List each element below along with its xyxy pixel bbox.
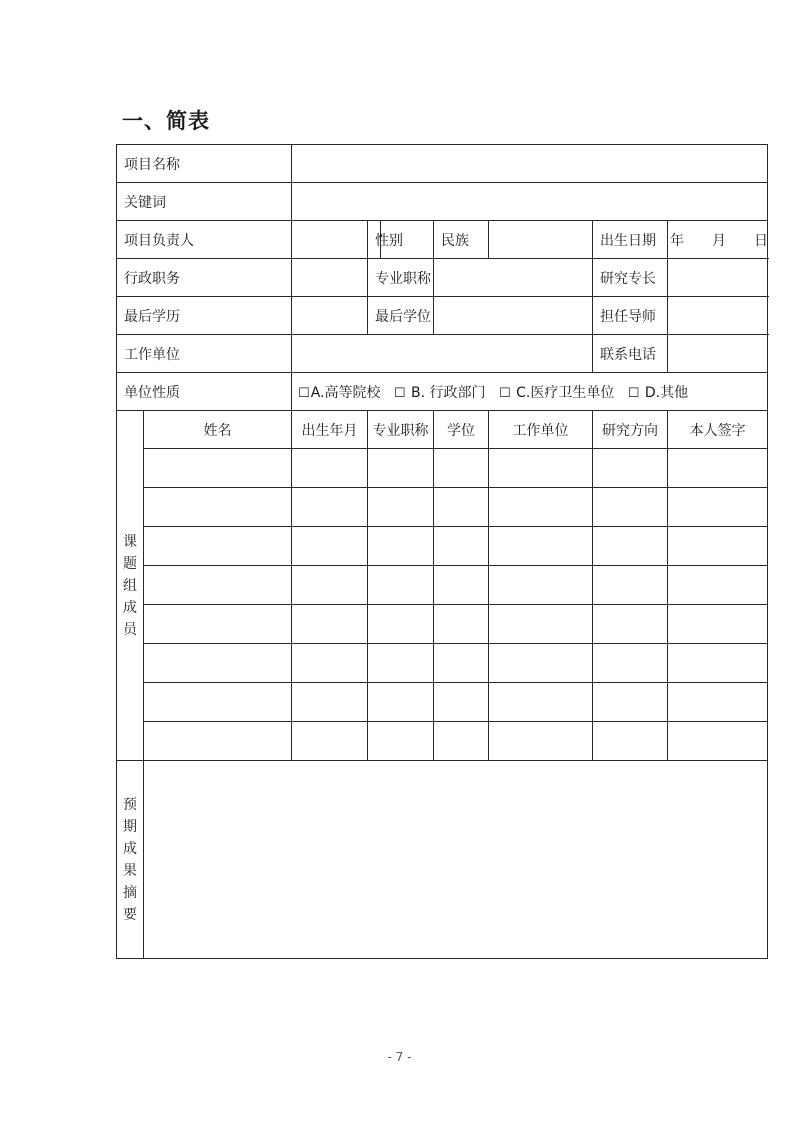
member-name-cell[interactable]: [144, 527, 292, 566]
phone-field[interactable]: [668, 335, 768, 373]
expected-results-label: 预期成果摘要: [117, 761, 144, 959]
member-header-workunit: 工作单位: [489, 411, 593, 449]
member-research-cell[interactable]: [593, 605, 668, 644]
member-signature-cell[interactable]: [668, 683, 768, 722]
member-header-degree: 学位: [434, 411, 489, 449]
member-header-name: 姓名: [144, 411, 292, 449]
application-form-table: [116, 144, 768, 959]
member-workunit-cell[interactable]: [489, 683, 593, 722]
supervisor-field[interactable]: [668, 297, 768, 335]
member-birth-cell[interactable]: [292, 644, 368, 683]
member-signature-cell[interactable]: [668, 644, 768, 683]
member-row: [117, 605, 768, 644]
checkbox-icon: ☐: [393, 385, 406, 401]
member-workunit-cell[interactable]: [489, 605, 593, 644]
member-signature-cell[interactable]: [668, 449, 768, 488]
phone-label: 联系电话: [593, 335, 668, 373]
prof-title-label: 专业职称: [368, 259, 434, 297]
member-header-title: 专业职称: [368, 411, 434, 449]
birth-date-field[interactable]: [668, 221, 768, 259]
member-research-cell[interactable]: [593, 644, 668, 683]
member-header-signature: 本人签字: [668, 411, 768, 449]
member-signature-cell[interactable]: [668, 527, 768, 566]
member-degree-cell[interactable]: [434, 527, 489, 566]
supervisor-label: 担任导师: [593, 297, 668, 335]
member-workunit-cell[interactable]: [489, 644, 593, 683]
member-birth-cell[interactable]: [292, 683, 368, 722]
member-title-cell[interactable]: [368, 449, 434, 488]
member-title-cell[interactable]: [368, 722, 434, 761]
member-degree-cell[interactable]: [434, 683, 489, 722]
member-title-cell[interactable]: [368, 566, 434, 605]
admin-title-field[interactable]: [292, 259, 368, 297]
member-birth-cell[interactable]: [292, 527, 368, 566]
member-signature-cell[interactable]: [668, 566, 768, 605]
project-leader-field[interactable]: [292, 221, 368, 259]
member-degree-cell[interactable]: [434, 644, 489, 683]
unit-nature-label: 单位性质: [117, 373, 292, 411]
member-title-cell[interactable]: [368, 488, 434, 527]
expected-results-field[interactable]: [144, 761, 768, 959]
checkbox-icon: ☐: [627, 385, 640, 401]
member-workunit-cell[interactable]: [489, 722, 593, 761]
option-administrative[interactable]: [394, 385, 486, 401]
team-members-label: 课题组成员: [117, 411, 144, 761]
date-month-label: 月: [712, 232, 727, 249]
degree-field[interactable]: [434, 297, 593, 335]
member-degree-cell[interactable]: [434, 605, 489, 644]
member-birth-cell[interactable]: [292, 722, 368, 761]
work-unit-label: 工作单位: [117, 335, 292, 373]
option-label: C.医疗卫生单位: [516, 384, 615, 401]
date-day-label: 日: [754, 232, 769, 249]
specialty-label: 研究专长: [593, 259, 668, 297]
project-name-field[interactable]: [292, 145, 768, 183]
page-number: - 7 -: [387, 1050, 412, 1064]
unit-nature-options: [292, 373, 768, 411]
member-row: [117, 683, 768, 722]
education-label: 最后学历: [117, 297, 292, 335]
member-degree-cell[interactable]: [434, 449, 489, 488]
member-title-cell[interactable]: [368, 683, 434, 722]
member-title-cell[interactable]: [368, 605, 434, 644]
option-other[interactable]: [628, 385, 688, 401]
member-research-cell[interactable]: [593, 488, 668, 527]
project-name-label: 项目名称: [117, 145, 292, 183]
member-research-cell[interactable]: [593, 449, 668, 488]
project-leader-label: 项目负责人: [117, 221, 292, 259]
member-signature-cell[interactable]: [668, 722, 768, 761]
specialty-field[interactable]: [668, 259, 768, 297]
member-workunit-cell[interactable]: [489, 527, 593, 566]
member-row: [117, 644, 768, 683]
education-field[interactable]: [292, 297, 368, 335]
member-research-cell[interactable]: [593, 566, 668, 605]
checkbox-icon: ☐: [499, 385, 511, 401]
member-workunit-cell[interactable]: [489, 488, 593, 527]
option-label: B. 行政部门: [411, 384, 486, 401]
member-row: [117, 488, 768, 527]
member-birth-cell[interactable]: [292, 449, 368, 488]
date-year-label: 年: [670, 232, 685, 249]
ethnicity-label: 民族: [434, 221, 489, 259]
member-row: [117, 527, 768, 566]
option-medical[interactable]: [499, 385, 614, 401]
member-name-cell[interactable]: [144, 566, 292, 605]
option-label: A.高等院校: [310, 384, 381, 401]
option-label: D.其他: [644, 384, 689, 401]
work-unit-field[interactable]: [292, 335, 593, 373]
member-name-cell[interactable]: [144, 644, 292, 683]
member-research-cell[interactable]: [593, 722, 668, 761]
member-birth-cell[interactable]: [292, 566, 368, 605]
member-title-cell[interactable]: [368, 644, 434, 683]
checkbox-icon: ☐: [298, 385, 310, 401]
member-row: [117, 566, 768, 605]
member-header-research: 研究方向: [593, 411, 668, 449]
member-signature-cell[interactable]: [668, 488, 768, 527]
member-row: [117, 449, 768, 488]
section-title: 一、简表: [122, 109, 210, 133]
member-name-cell[interactable]: [144, 605, 292, 644]
member-degree-cell[interactable]: [434, 488, 489, 527]
keywords-label: 关键词: [117, 183, 292, 221]
member-row: [117, 722, 768, 761]
member-birth-cell[interactable]: [292, 488, 368, 527]
keywords-field[interactable]: [292, 183, 768, 221]
member-name-cell[interactable]: [144, 488, 292, 527]
ethnicity-field[interactable]: [489, 221, 593, 259]
member-research-cell[interactable]: [593, 527, 668, 566]
member-degree-cell[interactable]: [434, 566, 489, 605]
member-workunit-cell[interactable]: [489, 566, 593, 605]
member-header-birth: 出生年月: [292, 411, 368, 449]
member-title-cell[interactable]: [368, 527, 434, 566]
member-workunit-cell[interactable]: [489, 449, 593, 488]
member-name-cell[interactable]: [144, 683, 292, 722]
member-signature-cell[interactable]: [668, 605, 768, 644]
member-research-cell[interactable]: [593, 683, 668, 722]
admin-title-label: 行政职务: [117, 259, 292, 297]
gender-label: 性别: [368, 221, 381, 259]
prof-title-field[interactable]: [434, 259, 593, 297]
degree-label: 最后学位: [368, 297, 434, 335]
member-birth-cell[interactable]: [292, 605, 368, 644]
member-degree-cell[interactable]: [434, 722, 489, 761]
birth-date-label: 出生日期: [593, 221, 668, 259]
option-higher-education[interactable]: [298, 385, 380, 401]
member-name-cell[interactable]: [144, 449, 292, 488]
member-name-cell[interactable]: [144, 722, 292, 761]
